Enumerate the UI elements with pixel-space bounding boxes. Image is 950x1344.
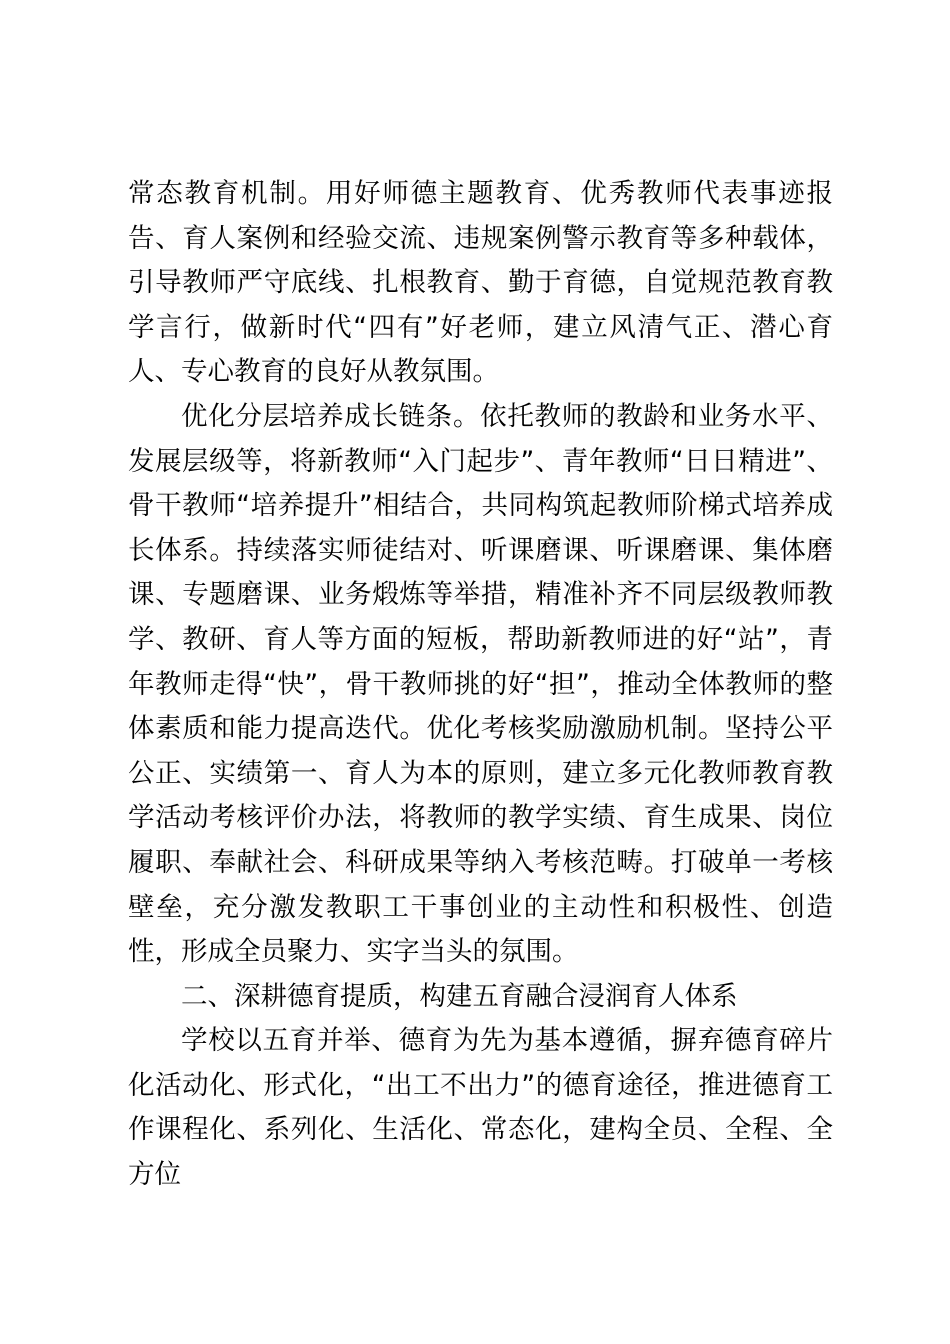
paragraph-continuation: 常态教育机制。用好师德主题教育、优秀教师代表事迹报告、育人案例和经验交流、违规案例警示教育等多种载体，引导教师严守底线、扎根教育、勤于育德，自觉规范教育教学言行，做新时代“四有”好老师，建立风清气正、潜心育人、专心教育的良好从教氛围。 <box>128 178 833 388</box>
section-heading-moral-education: 二、深耕德育提质，构建五育融合浸润育人体系 <box>181 980 738 1012</box>
document-body <box>128 172 833 1198</box>
paragraph-moral-education: 学校以五育并举、德育为先为基本遵循，摒弃德育碎片化活动化、形式化，“出工不出力”的德育途径，推进德育工作课程化、系列化、生活化、常态化，建构全员、全程、全方位 <box>128 1025 833 1191</box>
paragraph-teacher-training: 优化分层培养成长链条。依托教师的教龄和业务水平、发展层级等，将新教师“入门起步”、青年教师“日日精进”、骨干教师“培养提升”相结合，共同构筑起教师阶梯式培养成长体系。持续落实师徒结对、听课磨课、听课磨课、集体磨课、专题磨课、业务煅炼等举措，精准补齐不同层级教师教学、教研、育人等方面的短板，帮助新教师进的好“站”，青年教师走得“快”，骨干教师挑的好“担”，推动全体教师的整体素质和能力提高迭代。优化考核奖励激励机制。坚持公平公正、实绩第一、育人为本的原则，建立多元化教师教育教学活动考核评价办法，将教师的教学实绩、育生成果、岗位履职、奉献社会、科研成果等纳入考核范畴。打破单一考核壁垒，充分激发教职工干事创业的主动性和积极性、创造性，形成全员聚力、实字当头的氛围。 <box>128 400 833 968</box>
